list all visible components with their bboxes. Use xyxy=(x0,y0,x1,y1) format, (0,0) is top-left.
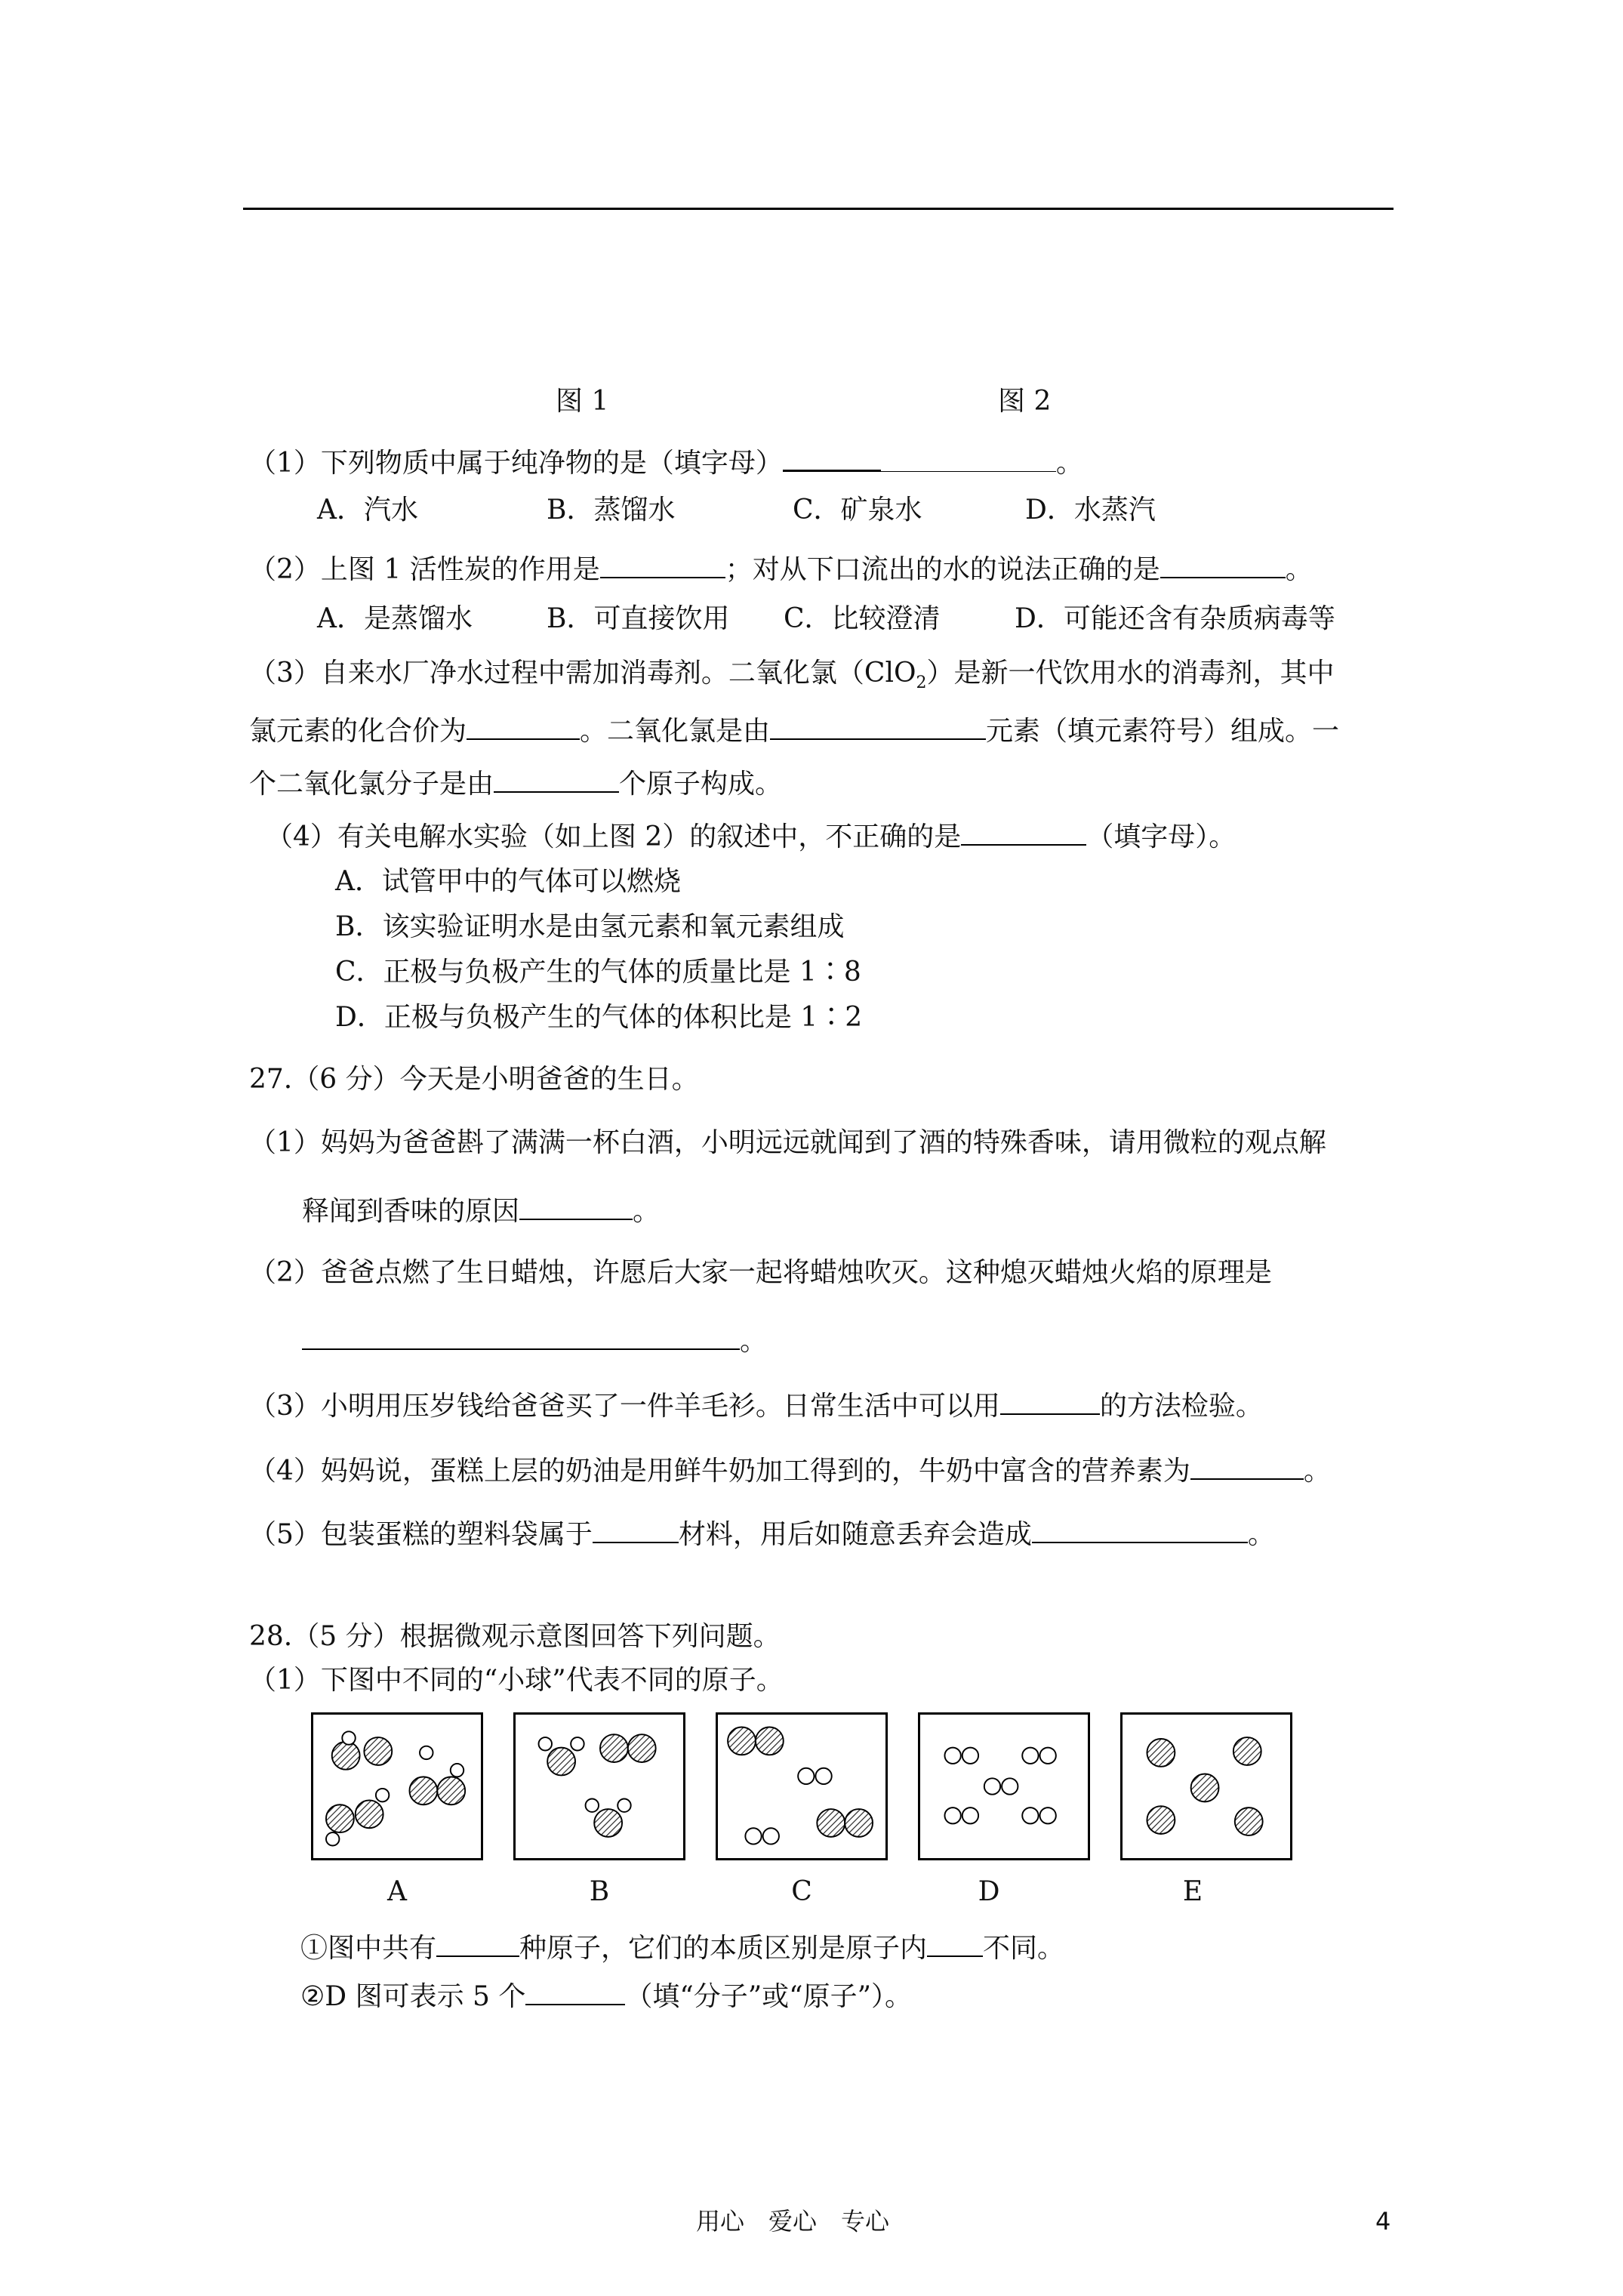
q27-part5-blank-2 xyxy=(1032,1515,1248,1543)
header-rule xyxy=(243,208,1394,210)
q26-part4-option-d: D．正极与负极产生的气体的体积比是 1∶2 xyxy=(335,1002,863,1033)
q26-part4-option-b: B．该实验证明水是由氢元素和氧元素组成 xyxy=(335,911,845,942)
q26-part1-text: （1）下列物质中属于纯净物的是（填字母） xyxy=(249,448,783,479)
q26-part2-option-a: A．是蒸馏水 xyxy=(317,603,473,634)
q26-part2-option-c: C．比较澄清 xyxy=(784,603,941,634)
footer-motto: 用心 爱心 专心 xyxy=(696,2207,890,2236)
q26-part3-line2: 氯元素的化合价为 。二氧化氯是由 元素（填元素符号）组成。一 xyxy=(249,711,1339,748)
box-label-a: A xyxy=(387,1876,407,1907)
particle-box-e xyxy=(1120,1712,1292,1860)
q27-title: 27.（6 分）今天是小明爸爸的生日。 xyxy=(249,1064,699,1095)
q27-part1-line1: （1）妈妈为爸爸斟了满满一杯白酒，小明远远就闻到了酒的特殊香味，请用微粒的观点解 xyxy=(249,1127,1326,1158)
q26-part1-option-d: D．水蒸汽 xyxy=(1025,495,1156,525)
q28-sub1: ①图中共有 种原子，它们的本质区别是原子内 不同。 xyxy=(300,1928,1064,1965)
q27-part2-blank xyxy=(302,1321,740,1350)
q27-part1-line2: 释闻到香味的原因 。 xyxy=(302,1191,660,1228)
q27-part4-blank xyxy=(1190,1451,1304,1480)
q27-part2-line2: 。 xyxy=(302,1321,767,1358)
box-label-e: E xyxy=(1182,1876,1203,1907)
q28-sub2: ②D 图可表示 5 个 （填“分子”或“原子”）。 xyxy=(300,1977,912,2014)
q27-part4: （4）妈妈说，蛋糕上层的奶油是用鲜牛奶加工得到的，牛奶中富含的营养素为 。 xyxy=(249,1451,1331,1488)
q26-part3-line1: （3）自来水厂净水过程中需加消毒剂。二氧化氯（ClO$_2$）是新一代饮用水的消毒剂，其中 xyxy=(249,658,1335,693)
q26-part4-blank xyxy=(961,817,1086,846)
q28-title: 28.（5 分）根据微观示意图回答下列问题。 xyxy=(249,1621,781,1652)
box-label-b: B xyxy=(589,1876,610,1907)
q26-part1-blank xyxy=(783,442,881,472)
q26-valence-blank xyxy=(467,711,580,740)
box-label-c: C xyxy=(791,1876,812,1907)
particle-box-a xyxy=(311,1712,483,1860)
particle-diagrams xyxy=(311,1712,1307,1863)
q26-part3-line3: 个二氧化氯分子是由 个原子构成。 xyxy=(249,764,782,801)
q27-part5-blank-1 xyxy=(593,1515,679,1543)
q28-sub1-blank-1 xyxy=(436,1928,519,1957)
box-label-d: D xyxy=(978,1876,1000,1907)
q27-part3: （3）小明用压岁钱给爸爸买了一件羊毛衫。日常生活中可以用 的方法检验。 xyxy=(249,1386,1263,1423)
particle-box-b xyxy=(513,1712,685,1860)
q27-part3-blank xyxy=(1000,1386,1100,1415)
q27-part5: （5）包装蛋糕的塑料袋属于 材料，用后如随意丢弃会造成 。 xyxy=(249,1515,1275,1552)
particle-box-c xyxy=(716,1712,888,1860)
q27-part2-line1: （2）爸爸点燃了生日蜡烛，许愿后大家一起将蜡烛吹灭。这种熄灭蜡烛火焰的原理是 xyxy=(249,1257,1272,1288)
q26-part1-option-c: C．矿泉水 xyxy=(793,495,922,525)
q26-part4-option-c: C．正极与负极产生的气体的质量比是 1∶8 xyxy=(335,957,861,988)
particle-box-d xyxy=(918,1712,1090,1860)
q28-sub2-blank xyxy=(525,1977,625,2005)
q26-part4-option-a: A．试管甲中的气体可以燃烧 xyxy=(335,866,681,897)
q26-part2-option-d: D．可能还含有杂质病毒等 xyxy=(1015,603,1335,634)
q26-elements-blank xyxy=(770,711,986,740)
q26-part1-option-b: B．蒸馏水 xyxy=(547,495,676,525)
q26-part2: （2）上图 1 活性炭的作用是 ；对从下口流出的水的说法正确的是 。 xyxy=(249,550,1313,587)
q26-part2-blank-2 xyxy=(1160,550,1286,578)
q26-part2-blank-1 xyxy=(600,550,725,578)
q26-part1: （1）下列物质中属于纯净物的是（填字母） 。 xyxy=(249,442,1083,480)
q26-part4: （4）有关电解水实验（如上图 2）的叙述中，不正确的是 （填字母）。 xyxy=(266,817,1236,854)
q27-part1-blank xyxy=(519,1191,633,1220)
q26-atoms-blank xyxy=(494,764,619,793)
q28-part1: （1）下图中不同的“小球”代表不同的原子。 xyxy=(249,1665,784,1696)
figure-2-caption: 图 2 xyxy=(998,386,1052,417)
q26-part1-option-a: A．汽水 xyxy=(317,495,418,525)
q28-sub1-blank-2 xyxy=(927,1928,983,1957)
q26-part1-blank-ext xyxy=(881,444,1056,472)
q26-part2-option-b: B．可直接饮用 xyxy=(547,603,730,634)
page-number: 4 xyxy=(1375,2207,1391,2236)
figure-1-caption: 图 1 xyxy=(556,386,609,417)
